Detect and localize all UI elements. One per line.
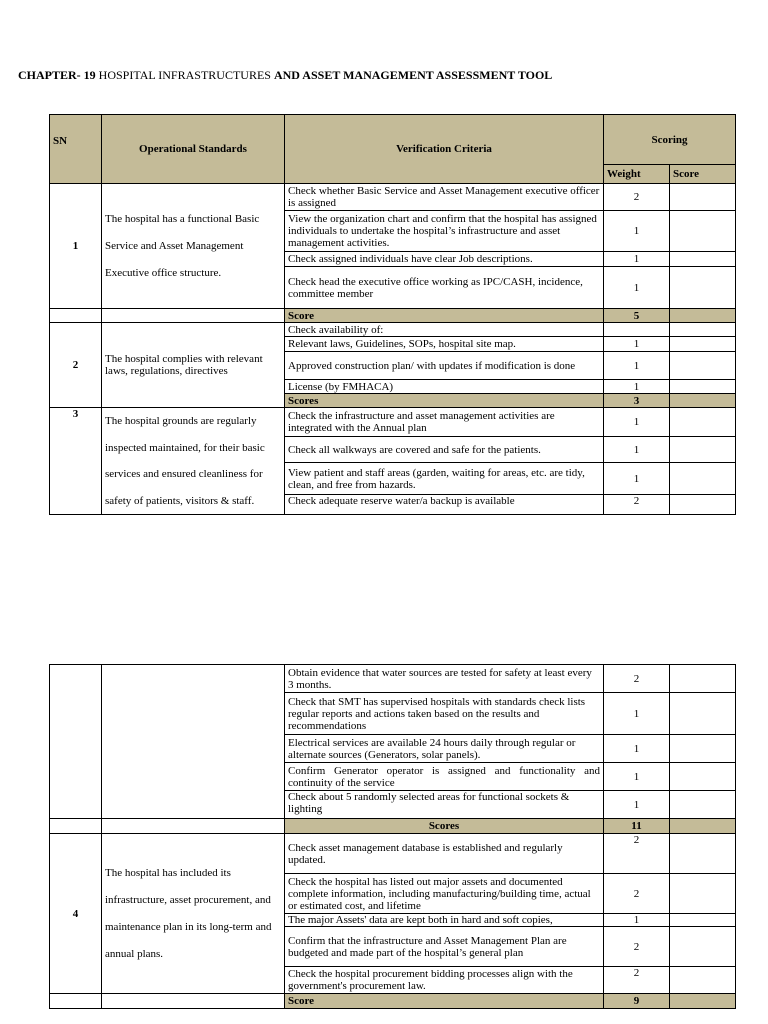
criteria-cell: View patient and staff areas (garden, waiting for areas, etc. are tidy, clean, and free from hazards.	[285, 463, 604, 495]
weight-cell: 1	[604, 463, 670, 495]
standard-cell: The hospital complies with relevant laws, regulations, directives	[102, 323, 285, 408]
criteria-cell: Check head the executive office working as IPC/CASH, incidence, committee member	[285, 267, 604, 309]
score-cell[interactable]	[670, 337, 736, 352]
header-weight: Weight	[604, 165, 670, 184]
score-cell[interactable]	[670, 437, 736, 463]
criteria-cell: Check that SMT has supervised hospitals with standards check lists regular reports and actions taken based on the results and recommendations	[285, 693, 604, 735]
criteria-cell: Confirm Generator operator is assigned and functionality and continuity of the service	[285, 763, 604, 791]
sn-cell: 4	[50, 834, 102, 994]
score-cell[interactable]	[670, 914, 736, 927]
criteria-intro: Check availability of:	[285, 323, 604, 337]
assessment-table-2	[49, 664, 736, 1009]
weight-cell: 1	[604, 352, 670, 380]
criteria-cell: The major Assets' data are kept both in hard and soft copies,	[285, 914, 604, 927]
weight-cell: 2	[604, 834, 670, 874]
score-cell[interactable]	[670, 211, 736, 252]
score-cell[interactable]	[670, 665, 736, 693]
weight-cell: 1	[604, 408, 670, 437]
criteria-cell: Check asset management database is established and regularly updated.	[285, 834, 604, 874]
score-cell[interactable]	[670, 763, 736, 791]
subtotal-value: 5	[604, 309, 670, 323]
standard-cell: The hospital has included its infrastructure, asset procurement, and maintenance plan in its long-term and annual plans.	[102, 834, 285, 994]
subtotal-label: Score	[285, 994, 604, 1009]
criteria-cell: Check the infrastructure and asset management activities are integrated with the Annual plan	[285, 408, 604, 437]
criteria-cell: Check about 5 randomly selected areas for functional sockets & lighting	[285, 791, 604, 819]
criteria-cell: Electrical services are available 24 hours daily through regular or alternate sources (Generators, solar panels).	[285, 735, 604, 763]
page-title: CHAPTER- 19 HOSPITAL INFRASTRUCTURES AND ASSET MANAGEMENT ASSESSMENT TOOL	[18, 68, 553, 82]
criteria-cell: Check the hospital procurement bidding processes align with the government's procurement law.	[285, 967, 604, 994]
criteria-cell: View the organization chart and confirm that the hospital has assigned individuals to undertake the hospital’s infrastructure and asset management activities.	[285, 211, 604, 252]
score-cell[interactable]	[670, 380, 736, 394]
subtotal-label: Score	[285, 309, 604, 323]
weight-cell: 1	[604, 380, 670, 394]
criteria-cell: Confirm that the infrastructure and Asset Management Plan are budgeted and made part of the hospital’s general plan	[285, 927, 604, 967]
criteria-cell: Check all walkways are covered and safe for the patients.	[285, 437, 604, 463]
weight-cell: 2	[604, 927, 670, 967]
subtotal-value: 9	[604, 994, 670, 1009]
standard-cell: The hospital grounds are regularly inspected maintained, for their basic services and ensured cleanliness for safety of patients, visitors & staff.	[102, 408, 285, 515]
weight-cell: 2	[604, 184, 670, 211]
header-standards: Operational Standards	[102, 115, 285, 184]
weight-cell: 1	[604, 735, 670, 763]
weight-cell: 1	[604, 267, 670, 309]
criteria-cell: Approved construction plan/ with updates if modification is done	[285, 352, 604, 380]
weight-cell: 1	[604, 437, 670, 463]
criteria-cell: Check assigned individuals have clear Job descriptions.	[285, 252, 604, 267]
sn-cell: 2	[50, 323, 102, 408]
header-sn: SN	[50, 115, 102, 184]
weight-cell: 1	[604, 763, 670, 791]
weight-cell: 2	[604, 495, 670, 515]
score-cell[interactable]	[670, 967, 736, 994]
score-cell[interactable]	[670, 495, 736, 515]
subtotal-label: Scores	[285, 394, 604, 408]
score-cell[interactable]	[670, 791, 736, 819]
weight-cell: 2	[604, 874, 670, 914]
header-criteria: Verification Criteria	[285, 115, 604, 184]
score-cell[interactable]	[670, 184, 736, 211]
criteria-cell: Check adequate reserve water/a backup is available	[285, 495, 604, 515]
sn-cell: 3	[50, 408, 102, 515]
weight-cell: 1	[604, 791, 670, 819]
score-cell[interactable]	[670, 267, 736, 309]
score-cell[interactable]	[670, 693, 736, 735]
score-cell[interactable]	[670, 408, 736, 437]
sn-cell: 1	[50, 184, 102, 309]
score-cell[interactable]	[670, 463, 736, 495]
weight-cell: 1	[604, 211, 670, 252]
score-cell[interactable]	[670, 874, 736, 914]
weight-cell: 2	[604, 967, 670, 994]
header-score: Score	[670, 165, 736, 184]
subtotal-value: 3	[604, 394, 670, 408]
weight-cell: 1	[604, 914, 670, 927]
weight-cell: 1	[604, 252, 670, 267]
weight-cell: 1	[604, 337, 670, 352]
standard-cell: The hospital has a functional Basic Service and Asset Management Executive office structure.	[102, 184, 285, 309]
score-cell[interactable]	[670, 352, 736, 380]
subtotal-label: Scores	[285, 819, 604, 834]
criteria-cell: Check the hospital has listed out major assets and documented complete information, including manufacturing/building time, actual or estimated cost, and lifetime	[285, 874, 604, 914]
criteria-cell: Check whether Basic Service and Asset Management executive officer is assigned	[285, 184, 604, 211]
assessment-table-1	[49, 114, 736, 515]
criteria-cell: Relevant laws, Guidelines, SOPs, hospital site map.	[285, 337, 604, 352]
criteria-cell: License (by FMHACA)	[285, 380, 604, 394]
weight-cell: 2	[604, 665, 670, 693]
score-cell[interactable]	[670, 927, 736, 967]
header-scoring: Scoring	[604, 115, 736, 165]
subtotal-value: 11	[604, 819, 670, 834]
weight-cell: 1	[604, 693, 670, 735]
score-cell[interactable]	[670, 735, 736, 763]
score-cell[interactable]	[670, 252, 736, 267]
score-cell[interactable]	[670, 834, 736, 874]
criteria-cell: Obtain evidence that water sources are tested for safety at least every 3 months.	[285, 665, 604, 693]
